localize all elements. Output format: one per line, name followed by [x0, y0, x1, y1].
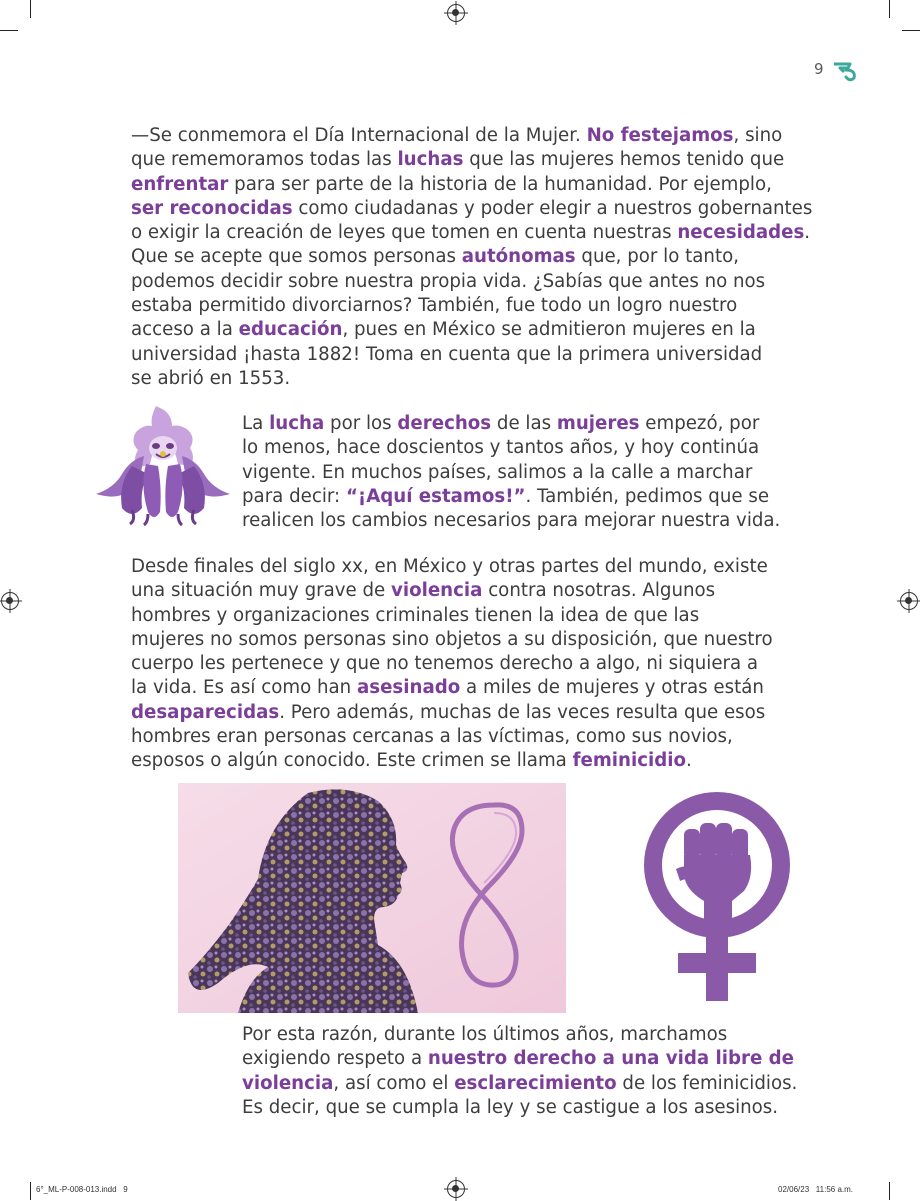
highlighted-keyword: esclarecimiento: [454, 1072, 617, 1094]
highlighted-keyword: No festejamos: [586, 125, 734, 146]
registration-mark-icon: [1, 592, 19, 610]
registration-mark-icon: [900, 592, 918, 610]
page-corner-icon: [832, 60, 860, 82]
feminist-fist-icon: [636, 785, 798, 1005]
highlighted-keyword: “¡Aquí estamos!”: [345, 485, 526, 507]
registration-mark-icon: [447, 4, 465, 22]
highlighted-keyword: nuestro derecho a una vida libre de violencia: [242, 1048, 794, 1094]
footer-file-label: 6°_ML-P-008-013.indd 9: [36, 1185, 128, 1194]
flower-character-illustration: [92, 404, 234, 526]
highlighted-keyword: luchas: [397, 149, 464, 171]
paragraph-lucha-derechos: La lucha por los derechos de las mujeres empezó, por lo menos, hace doscientos y tantos años, y hoy continúa vigente. En muchos países, salimos a la calle a marchar para decir: “¡Aquí estamos!”. También, pedimos que se realicen los cambios necesarios para mejorar nuestra vida.: [242, 413, 781, 532]
crop-mark: [902, 30, 920, 31]
highlighted-keyword: enfrentar: [131, 173, 229, 195]
highlighted-keyword: autónomas: [461, 246, 576, 268]
page-number: 9: [814, 60, 825, 78]
highlighted-keyword: desaparecidas: [131, 701, 280, 723]
crop-mark: [30, 1182, 31, 1200]
paragraph-violencia: Desde finales del siglo xx, en México y otras partes del mundo, existe una situación muy grave de violencia contra nosotras. Algunos hombres y organizaciones criminales tienen la idea de que las mujeres no somos personas sino objetos a su disposición, que nuestro cuerpo les pertenece y que no tenemos derecho a algo, ni siquiera a la vida. Es así como han asesinado a miles de mujeres y otras están desaparecidas. Pero además, muchas de las veces resulta que esos hombres eran personas cercanas a las víctimas, como sus novios, esposos o algún conocido. Este crimen se llama feminicidio.: [131, 556, 773, 772]
paragraph-dia-de-la-mujer: —Se conmemora el Día Internacional de la Mujer. No festejamos, sino que rememoramos todas las luchas que las mujeres hemos tenido que enfrentar para ser parte de la historia de la humanidad. Por ejemplo, ser reconocidas como ciudadanas y poder elegir a nuestros gobernantes o exigir la creación de leyes que tomen en cuenta nuestras necesidades. Que se acepte que somos personas autónomas que, por lo tanto, podemos decidir sobre nuestra propia vida. ¿Sabías que antes no nos estaba permitido divorciarnos? También, fue todo un logro nuestro acceso a la educación, pues en México se admitieron mujeres en la universidad ¡hasta 1882! Toma en cuenta que la primera universidad se abrió en 1553.: [131, 125, 813, 389]
crop-mark: [0, 30, 18, 31]
highlighted-keyword: ser reconocidas: [131, 197, 293, 219]
highlighted-keyword: feminicidio: [572, 750, 686, 772]
paragraph-marchamos: Por esta razón, durante los últimos años, marchamos exigiendo respeto a nuestro derecho a una vida libre de violencia, así como el esclarecimiento de los feminicidios. Es decir, que se cumpla la ley y se castigue a los asesinos.: [242, 1024, 798, 1118]
highlighted-keyword: asesinado: [357, 677, 461, 699]
footer-timestamp: 02/06/23 11:56 a.m.: [778, 1185, 854, 1194]
highlighted-keyword: educación: [238, 319, 343, 341]
highlighted-keyword: necesidades: [677, 222, 805, 244]
registration-mark-icon: [447, 1180, 465, 1198]
crop-mark: [889, 1182, 890, 1200]
highlighted-keyword: violencia: [391, 580, 483, 602]
crop-mark: [889, 0, 890, 18]
woman-silhouette-photo: [178, 783, 566, 1013]
crop-mark: [30, 0, 31, 18]
highlighted-keyword: derechos: [397, 413, 492, 434]
highlighted-keyword: lucha: [269, 413, 325, 434]
highlighted-keyword: mujeres: [556, 413, 640, 434]
